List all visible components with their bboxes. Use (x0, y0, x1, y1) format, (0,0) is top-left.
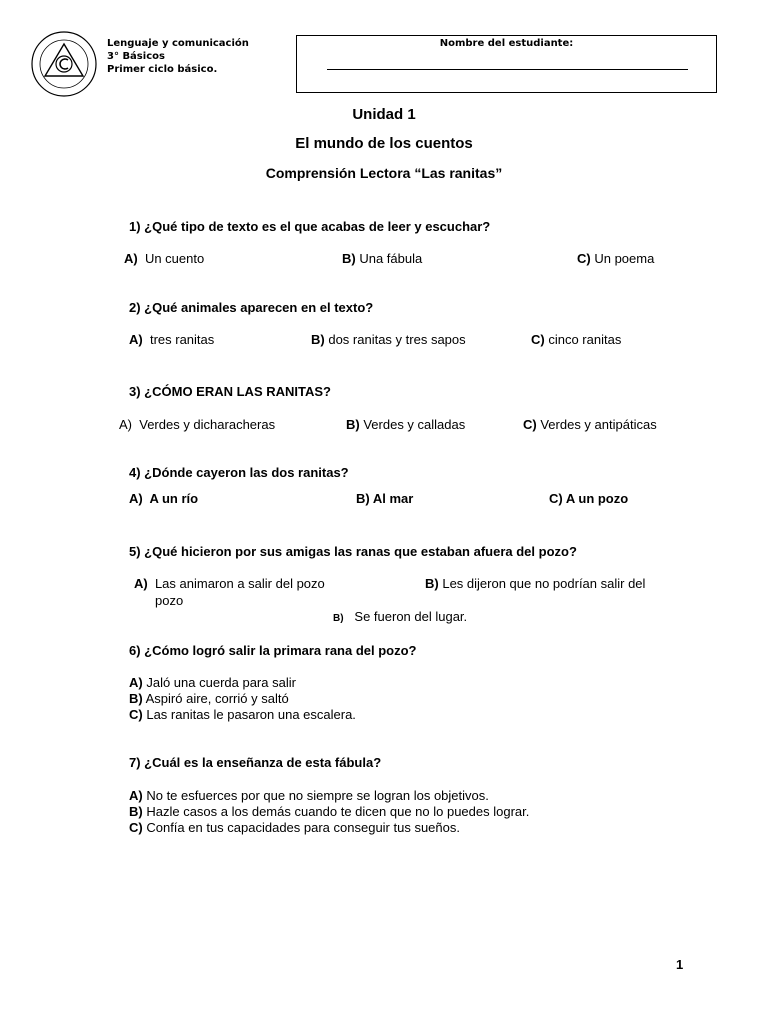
q2-option-a[interactable]: A) tres ranitas (129, 332, 215, 347)
student-name-line[interactable] (327, 69, 688, 70)
q1-option-c[interactable]: C) Un poema (577, 251, 655, 266)
question-3: 3) ¿CÓMO ERAN LAS RANITAS? (129, 384, 331, 399)
q1-option-a[interactable]: A) Un cuento (124, 251, 205, 266)
q1-option-b[interactable]: B) Una fábula (342, 251, 423, 266)
question-6: 6) ¿Cómo logró salir la primara rana del pozo? (129, 643, 417, 658)
question-2: 2) ¿Qué animales aparecen en el texto? (129, 300, 374, 315)
student-name-label: Nombre del estudiante: (439, 38, 574, 49)
q5-option-c[interactable]: B) Se fueron del lugar. (333, 609, 468, 624)
q5-option-a[interactable]: A) Las animaron a salir del pozo (134, 576, 325, 591)
q3-option-c[interactable]: C) Verdes y antipáticas (523, 417, 657, 432)
grade-label: 3° Básicos (107, 51, 165, 62)
q4-option-c[interactable]: C) A un pozo (549, 491, 629, 506)
unit-name: El mundo de los cuentos (295, 135, 473, 152)
unit-title: Unidad 1 (352, 106, 416, 123)
header-info (107, 37, 249, 76)
q4-option-a[interactable]: A) A un río (129, 491, 199, 506)
question-1: 1) ¿Qué tipo de texto es el que acabas de leer y escuchar? (129, 219, 491, 234)
q4-option-b[interactable]: B) Al mar (356, 491, 414, 506)
student-name-box[interactable] (296, 35, 717, 93)
q3-option-b[interactable]: B) Verdes y calladas (346, 417, 466, 432)
q5-option-b[interactable]: B) Les dijeron que no podrían salir del (425, 576, 646, 591)
subject-label: Lenguaje y comunicación (107, 38, 249, 49)
q6-option-b[interactable]: B) Aspiró aire, corrió y saltó (129, 691, 289, 706)
question-7: 7) ¿Cuál es la enseñanza de esta fábula? (129, 755, 382, 770)
q2-option-b[interactable]: B) dos ranitas y tres sapos (311, 332, 466, 347)
cycle-label: Primer ciclo básico. (107, 64, 218, 75)
school-logo (30, 30, 98, 98)
question-5: 5) ¿Qué hicieron por sus amigas las ranas que estaban afuera del pozo? (129, 544, 577, 559)
reading-title: Comprensión Lectora “Las ranitas” (265, 165, 503, 181)
q7-option-c[interactable]: C) Confía en tus capacidades para conseguir tus sueños. (129, 820, 460, 835)
q2-option-c[interactable]: C) cinco ranitas (531, 332, 622, 347)
q6-option-c[interactable]: C) Las ranitas le pasaron una escalera. (129, 707, 356, 722)
q6-option-a[interactable]: A) Jaló una cuerda para salir (129, 675, 296, 690)
q7-option-b[interactable]: B) Hazle casos a los demás cuando te dicen que no lo puedes lograr. (129, 804, 530, 819)
q7-option-a[interactable]: A) No te esfuerces por que no siempre se logran los objetivos. (129, 788, 489, 803)
q3-option-a[interactable]: A) Verdes y dicharacheras (119, 417, 276, 432)
q5-option-b-continued: pozo (155, 593, 184, 608)
page-number: 1 (676, 957, 684, 972)
question-4: 4) ¿Dónde cayeron las dos ranitas? (129, 465, 349, 480)
